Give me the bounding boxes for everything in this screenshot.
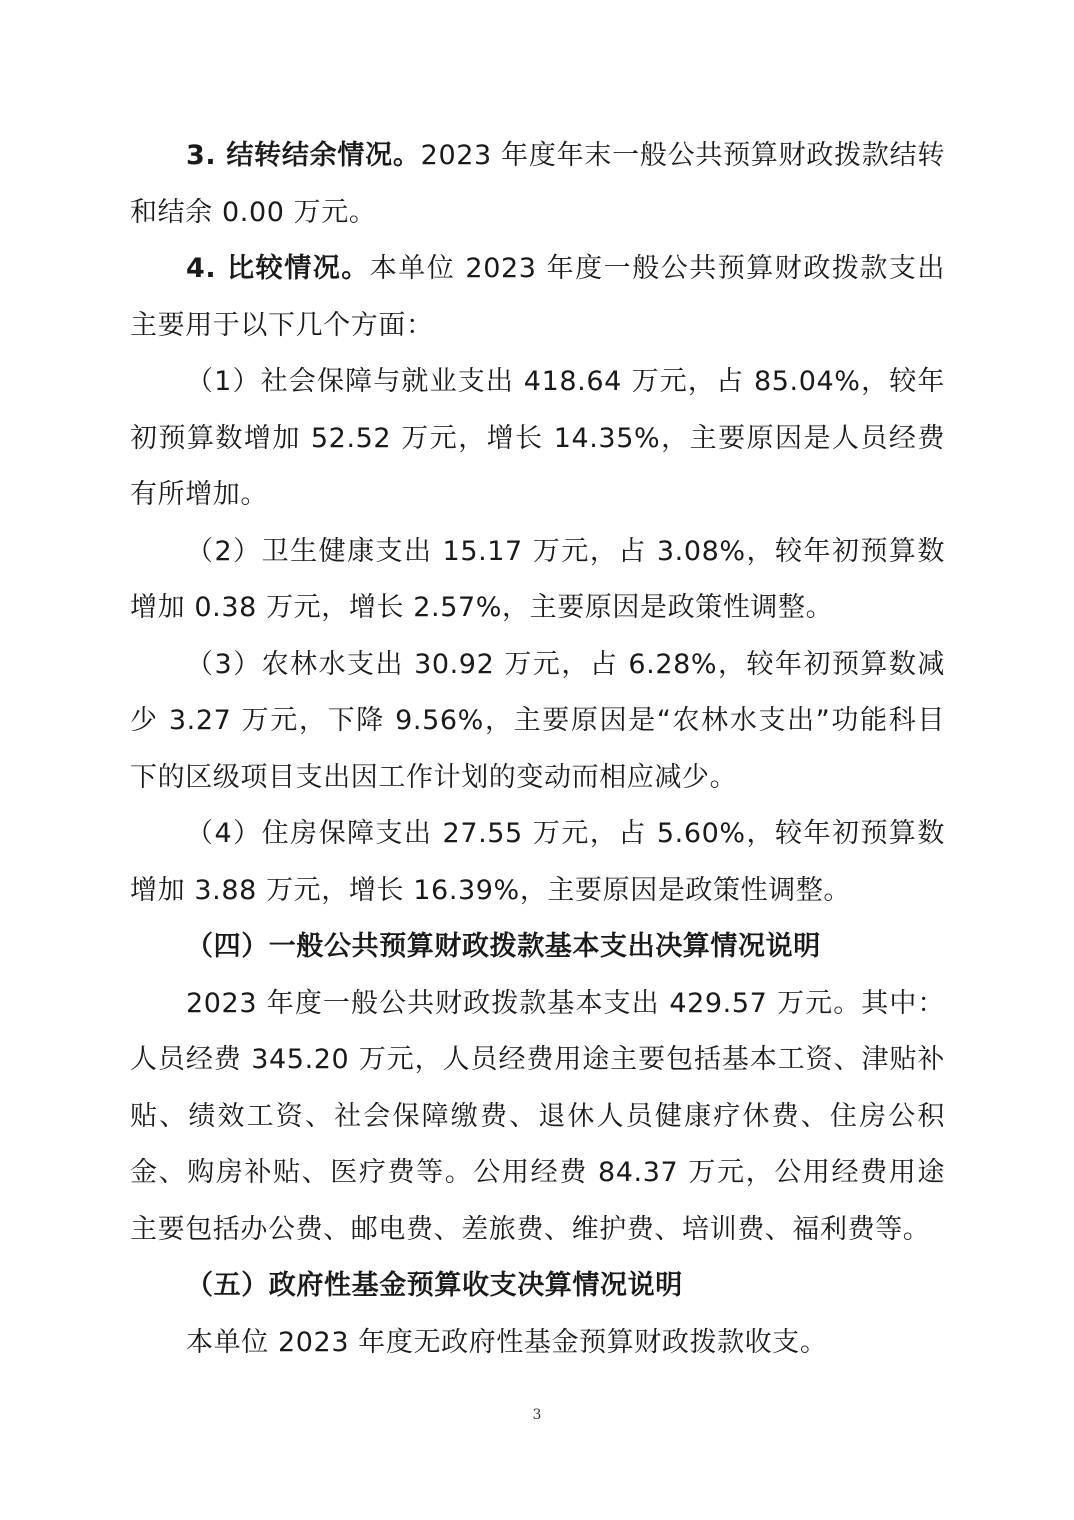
section-heading-government-fund: （五）政府性基金预算收支决算情况说明 (186, 1270, 683, 1301)
paragraph-social-security: （1）社会保障与就业支出 418.64 万元，占 85.04%，较年初预算数增加 52.52 万元，增长 14.35%，主要原因是人员经费有所增加。 (130, 366, 945, 510)
paragraph-text: 2023 年度年末一般公共预算财政拨款结转和结余 0.00 万元。 (130, 140, 945, 228)
document-body (130, 128, 945, 1371)
page-number: 3 (532, 1407, 542, 1423)
paragraph-basic-expenditure: 2023 年度一般公共财政拨款基本支出 429.57 万元。其中：人员经费 345.20 万元，人员经费用途主要包括基本工资、津贴补贴、绩效工资、社会保障缴费、退休人员健康疗休费、住房公积金、购房补贴、医疗费等。公用经费 84.37 万元，公用经费用途主要包括办公费、邮电费、差旅费、维护费、培训费、福利费等。 (130, 987, 945, 1245)
paragraph-lead: 3. 结转结余情况。 (186, 140, 421, 171)
section-heading-basic-expenditure: （四）一般公共预算财政拨款基本支出决算情况说明 (186, 931, 821, 962)
paragraph-housing: （4）住房保障支出 27.55 万元，占 5.60%，较年初预算数增加 3.88 万元，增长 16.39%，主要原因是政策性调整。 (130, 818, 945, 906)
paragraph-comparison (130, 241, 945, 354)
paragraph-agriculture: （3）农林水支出 30.92 万元，占 6.28%，较年初预算数减少 3.27 万元，下降 9.56%，主要原因是“农林水支出”功能科目下的区级项目支出因工作计划的变动而相应减少。 (130, 648, 945, 793)
paragraph-carryover (130, 128, 945, 241)
paragraph-text: 本单位 2023 年度一般公共预算财政拨款支出主要用于以下几个方面： (130, 253, 945, 341)
paragraph-health: （2）卫生健康支出 15.17 万元，占 3.08%，较年初预算数增加 0.38 万元，增长 2.57%，主要原因是政策性调整。 (130, 535, 945, 623)
paragraph-lead: 4. 比较情况。 (186, 253, 370, 284)
paragraph-government-fund: 本单位 2023 年度无政府性基金预算财政拨款收支。 (186, 1326, 828, 1358)
